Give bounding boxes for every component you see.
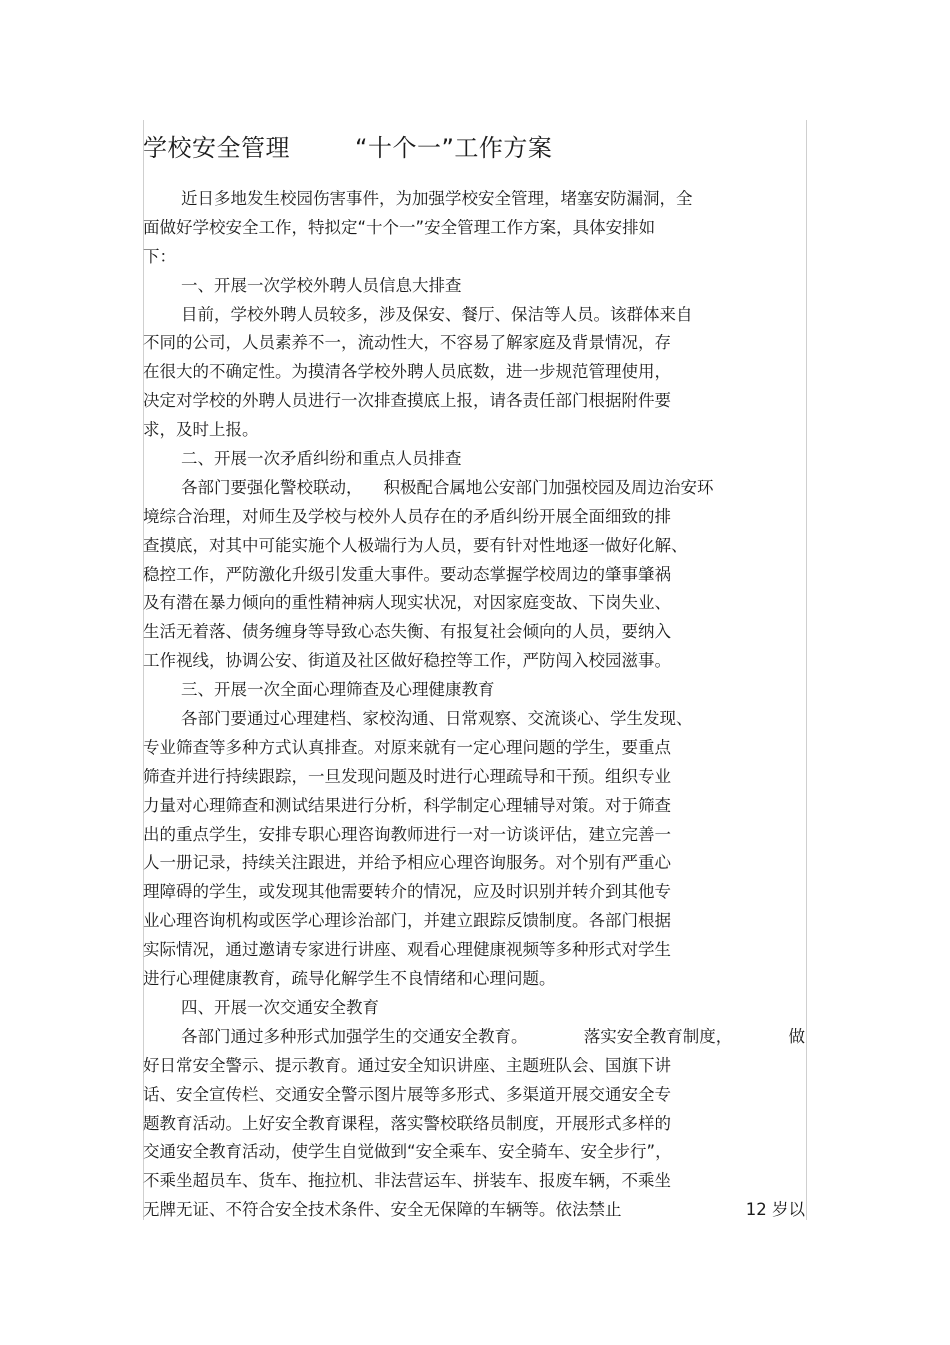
text-line: 业心理咨询机构或医学心理诊治部门，并建立跟踪反馈制度。各部门根据 xyxy=(143,911,671,931)
text-line-segment: 落实安全教育制度， xyxy=(583,1026,733,1046)
text-line: 四、开展一次交通安全教育 xyxy=(181,997,379,1017)
text-line: 话、安全宣传栏、交通安全警示图片展等多形式、多渠道开展交通安全专 xyxy=(143,1084,671,1104)
text-line: 专业筛查等多种方式认真排查。对原来就有一定心理问题的学生，要重点 xyxy=(143,737,671,757)
document-body xyxy=(143,185,813,1225)
text-line-segment: 12 岁以 xyxy=(745,1200,805,1220)
text-line: 下： xyxy=(143,246,176,266)
text-line: 近日多地发生校园伤害事件，为加强学校安全管理，堵塞安防漏洞，全 xyxy=(181,189,693,208)
text-line: 及有潜在暴力倾向的重性精神病人现实状况，对因家庭变故、下岗失业、 xyxy=(143,593,671,613)
text-line: 力量对心理筛查和测试结果进行分析，科学制定心理辅导对策。对于筛查 xyxy=(143,795,671,815)
text-line-segment: 做 xyxy=(788,1026,805,1046)
text-line-segment: 无牌无证、不符合安全技术条件、安全无保障的车辆等。依法禁止 xyxy=(143,1200,622,1220)
text-line: 三、开展一次全面心理筛查及心理健康教育 xyxy=(181,680,495,700)
document-title: 学校安全管理 “十个一”工作方案 xyxy=(143,134,553,162)
text-line: 筛查并进行持续跟踪，一旦发现问题及时进行心理疏导和干预。组织专业 xyxy=(143,766,671,786)
text-line: 生活无着落、债务缠身等导致心态失衡、有报复社会倾向的人员，要纳入 xyxy=(143,622,671,642)
text-line: 人一册记录，持续关注跟进，并给予相应心理咨询服务。对个别有严重心 xyxy=(143,853,671,873)
text-line: 进行心理健康教育，疏导化解学生不良情绪和心理问题。 xyxy=(143,969,556,989)
text-line: 理障碍的学生，或发现其他需要转介的情况，应及时识别并转介到其他专 xyxy=(143,882,671,902)
text-line: 题教育活动。上好安全教育课程，落实警校联络员制度，开展形式多样的 xyxy=(143,1113,671,1133)
text-line: 不同的公司，人员素养不一，流动性大，不容易了解家庭及背景情况，存 xyxy=(143,333,671,353)
text-line: 工作视线，协调公安、街道及社区做好稳控等工作，严防闯入校园滋事。 xyxy=(143,651,671,671)
text-line: 不乘坐超员车、货车、拖拉机、非法营运车、拼装车、报废车辆，不乘坐 xyxy=(143,1171,671,1191)
text-line: 在很大的不确定性。为摸清各学校外聘人员底数，进一步规范管理使用， xyxy=(143,362,671,382)
text-line: 目前，学校外聘人员较多，涉及保安、餐厅、保洁等人员。该群体来自 xyxy=(181,304,693,324)
text-line: 一、开展一次学校外聘人员信息大排查 xyxy=(181,275,462,295)
text-line: 面做好学校安全工作，特拟定“十个一”安全管理工作方案，具体安排如 xyxy=(143,217,656,237)
text-line-split xyxy=(143,1023,805,1052)
text-line-split xyxy=(143,1196,805,1225)
text-line: 好日常安全警示、提示教育。通过安全知识讲座、主题班队会、国旗下讲 xyxy=(143,1055,671,1075)
text-line: 各部门要强化警校联动， 积极配合属地公安部门加强校园及周边治安环 xyxy=(181,477,714,497)
text-line: 求，及时上报。 xyxy=(143,420,259,440)
text-line: 出的重点学生，安排专职心理咨询教师进行一对一访谈评估，建立完善一 xyxy=(143,824,671,844)
text-line: 交通安全教育活动，使学生自觉做到“安全乘车、安全骑车、安全步行”， xyxy=(143,1142,672,1162)
text-line: 实际情况，通过邀请专家进行讲座、观看心理健康视频等多种形式对学生 xyxy=(143,940,671,960)
text-line: 二、开展一次矛盾纠纷和重点人员排查 xyxy=(181,449,462,469)
text-line: 各部门要通过心理建档、家校沟通、日常观察、交流谈心、学生发现、 xyxy=(181,709,693,729)
text-line: 境综合治理，对师生及学校与校外人员存在的矛盾纠纷开展全面细致的排 xyxy=(143,506,671,526)
text-line-segment: 各部门通过多种形式加强学生的交通安全教育。 xyxy=(181,1026,528,1046)
text-line: 决定对学校的外聘人员进行一次排查摸底上报，请各责任部门根据附件要 xyxy=(143,391,671,411)
text-line: 查摸底，对其中可能实施个人极端行为人员，要有针对性地逐一做好化解、 xyxy=(143,535,688,555)
text-line: 稳控工作，严防激化升级引发重大事件。要动态掌握学校周边的肇事肇祸 xyxy=(143,564,671,584)
